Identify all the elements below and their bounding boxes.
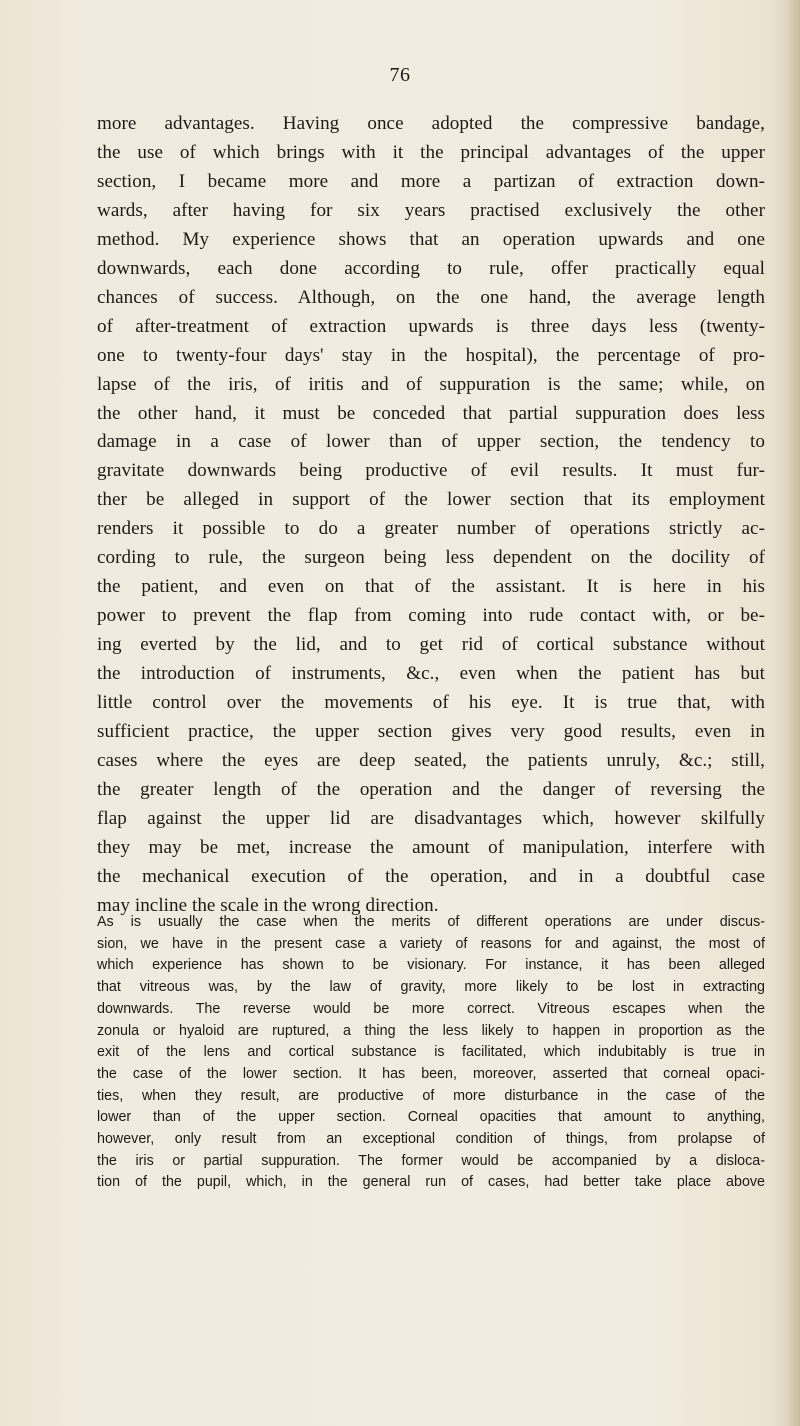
main-line: chances of success. Although, on the one hand, the average length <box>97 286 765 308</box>
main-line: the introduction of instruments, &c., even when the patient has but <box>97 663 765 685</box>
main-line: method. My experience shows that an operation upwards and one <box>97 228 765 250</box>
main-line: the use of which brings with it the principal advantages of the upper <box>97 141 765 163</box>
main-line: the greater length of the operation and the danger of reversing the <box>97 778 765 800</box>
main-line: ing everted by the lid, and to get rid of cortical substance without <box>97 634 765 656</box>
page-edge-shadow <box>786 0 800 1426</box>
main-line: they may be met, increase the amount of manipulation, interfere with <box>97 836 765 858</box>
main-line: ther be alleged in support of the lower section that its employment <box>97 489 765 511</box>
footnote-line: that vitreous was, by the law of gravity, more likely to be lost in extracting <box>97 979 765 996</box>
main-line: cases where the eyes are deep seated, the patients unruly, &c.; still, <box>97 749 765 771</box>
main-line: gravitate downwards being productive of evil results. It must fur- <box>97 460 765 482</box>
footnote-line: lower than of the upper section. Corneal opacities that amount to anything, <box>97 1109 765 1126</box>
main-line: power to prevent the flap from coming into rude contact with, or be- <box>97 605 765 627</box>
main-line: of after-treatment of extraction upwards is three days less (twenty- <box>97 315 765 337</box>
footnote-line: the iris or partial suppuration. The former would be accompanied by a disloca- <box>97 1152 765 1169</box>
main-line: little control over the movements of his eye. It is true that, with <box>97 692 765 714</box>
main-line: downwards, each done according to rule, offer practically equal <box>97 257 765 279</box>
main-line: wards, after having for six years practised exclusively the other <box>97 199 765 221</box>
main-line: the patient, and even on that of the assistant. It is here in his <box>97 576 765 598</box>
footnote-line: the case of the lower section. It has been, moreover, asserted that corneal opaci- <box>97 1065 765 1082</box>
main-line: lapse of the iris, of iritis and of suppuration is the same; while, on <box>97 373 765 395</box>
footnote-line: As is usually the case when the merits of different operations are under discus- <box>97 914 765 930</box>
main-line: renders it possible to do a greater number of operations strictly ac- <box>97 518 765 540</box>
main-line: flap against the upper lid are disadvantages which, however skilfully <box>97 807 765 829</box>
main-line: damage in a case of lower than of upper section, the tendency to <box>97 431 765 453</box>
footnote-line: ties, when they result, are productive of more disturbance in the case of the <box>97 1087 765 1104</box>
footnote-line: zonula or hyaloid are ruptured, a thing the less likely to happen in proportion as the <box>97 1022 765 1039</box>
main-line: may incline the scale in the wrong direction. <box>97 894 439 916</box>
main-paragraph <box>97 110 765 921</box>
footnote-line: downwards. The reverse would be more correct. Vitreous escapes when the <box>97 1000 765 1017</box>
main-line: the other hand, it must be conceded that partial suppuration does less <box>97 402 765 424</box>
main-line: more advantages. Having once adopted the compressive bandage, <box>97 113 765 134</box>
footnote-line: exit of the lens and cortical substance is facilitated, which indubitably is true in <box>97 1044 765 1061</box>
footnote-line: tion of the pupil, which, in the general run of cases, had better take place above <box>97 1174 765 1191</box>
main-line: section, I became more and more a partizan of extraction down- <box>97 170 765 192</box>
main-line: one to twenty-four days' stay in the hospital), the percentage of pro- <box>97 344 765 366</box>
main-line: the mechanical execution of the operation, and in a doubtful case <box>97 865 765 887</box>
footnote-line: which experience has shown to be visionary. For instance, it has been alleged <box>97 957 765 974</box>
footnote-line: however, only result from an exceptional condition of things, from prolapse of <box>97 1131 765 1148</box>
footnote-paragraph <box>97 912 765 1194</box>
main-line: cording to rule, the surgeon being less dependent on the docility of <box>97 547 765 569</box>
footnote-line: sion, we have in the present case a variety of reasons for and against, the most of <box>97 935 765 952</box>
main-line: sufficient practice, the upper section gives very good results, even in <box>97 721 765 743</box>
page-number: 76 <box>389 64 411 86</box>
